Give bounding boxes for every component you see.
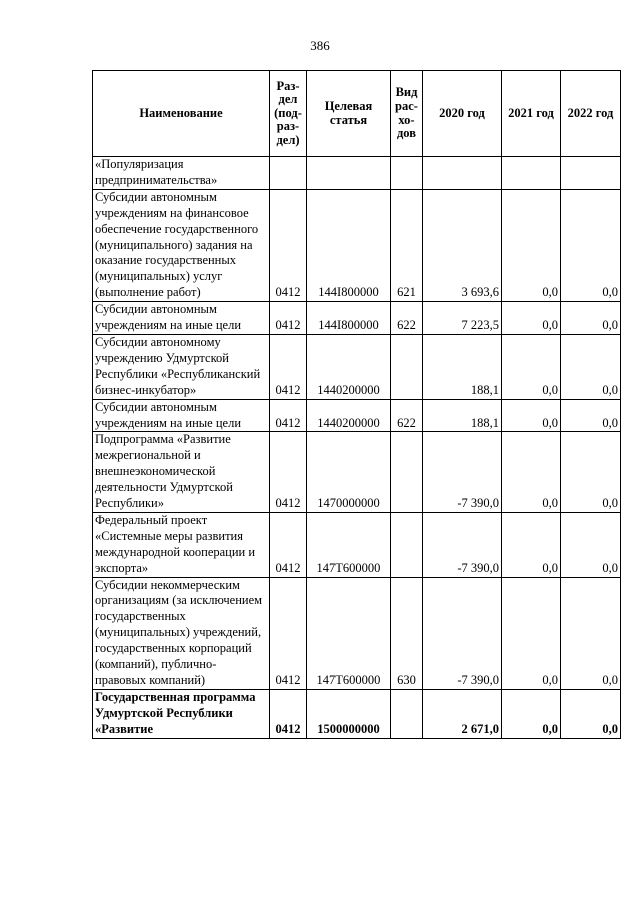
row-2020: -7 390,0 xyxy=(423,432,502,513)
row-2021: 0,0 xyxy=(502,302,561,335)
table-row xyxy=(93,334,621,399)
row-section: 0412 xyxy=(270,577,307,689)
header-2022: 2022 год xyxy=(561,71,621,157)
header-2021: 2021 год xyxy=(502,71,561,157)
row-section: 0412 xyxy=(270,302,307,335)
row-kind: 622 xyxy=(391,302,423,335)
row-section: 0412 xyxy=(270,512,307,577)
row-2021: 0,0 xyxy=(502,512,561,577)
budget-table xyxy=(92,70,621,739)
row-name: Субсидии автономным учреждениям на иные цели xyxy=(93,302,270,335)
row-2022: 0,0 xyxy=(561,512,621,577)
row-2020: -7 390,0 xyxy=(423,577,502,689)
row-2020: 188,1 xyxy=(423,334,502,399)
row-kind xyxy=(391,334,423,399)
row-2021: 0,0 xyxy=(502,399,561,432)
row-name: Федеральный проект «Системные меры развития международной кооперации и экспорта» xyxy=(93,512,270,577)
row-2022: 0,0 xyxy=(561,689,621,738)
row-target: 1470000000 xyxy=(307,432,391,513)
row-name: «Популяризация предпринимательства» xyxy=(93,157,270,190)
table-row xyxy=(93,189,621,301)
row-target: 147T600000 xyxy=(307,512,391,577)
header-name: Наименование xyxy=(93,71,270,157)
row-target: 1440200000 xyxy=(307,399,391,432)
row-2020: -7 390,0 xyxy=(423,512,502,577)
row-name: Подпрограмма «Развитие межрегиональной и внешнеэкономической деятельности Удмуртской Республики» xyxy=(93,432,270,513)
header-target: Целевая статья xyxy=(307,71,391,157)
row-section: 0412 xyxy=(270,432,307,513)
row-2022 xyxy=(561,157,621,190)
row-2020 xyxy=(423,157,502,190)
row-kind xyxy=(391,512,423,577)
row-target: 1500000000 xyxy=(307,689,391,738)
row-section: 0412 xyxy=(270,689,307,738)
row-kind xyxy=(391,432,423,513)
row-kind: 621 xyxy=(391,189,423,301)
row-kind xyxy=(391,157,423,190)
row-2021 xyxy=(502,157,561,190)
table-row xyxy=(93,512,621,577)
row-name: Субсидии некоммерческим организациям (за исключением государственных (муниципальных) учреждений, государственных корпораций (компаний), публично-правовых компаний) xyxy=(93,577,270,689)
row-target: 147T600000 xyxy=(307,577,391,689)
row-2020: 3 693,6 xyxy=(423,189,502,301)
row-2020: 2 671,0 xyxy=(423,689,502,738)
row-target xyxy=(307,157,391,190)
row-2022: 0,0 xyxy=(561,399,621,432)
row-2021: 0,0 xyxy=(502,689,561,738)
row-name: Государственная программа Удмуртской Республики «Развитие xyxy=(93,689,270,738)
header-2020: 2020 год xyxy=(423,71,502,157)
row-section: 0412 xyxy=(270,334,307,399)
row-2021: 0,0 xyxy=(502,189,561,301)
table-row xyxy=(93,399,621,432)
row-section: 0412 xyxy=(270,399,307,432)
row-name: Субсидии автономному учреждению Удмуртской Республики «Республиканский бизнес-инкубатор» xyxy=(93,334,270,399)
row-2022: 0,0 xyxy=(561,334,621,399)
table-row xyxy=(93,157,621,190)
row-2020: 7 223,5 xyxy=(423,302,502,335)
row-section: 0412 xyxy=(270,189,307,301)
row-name: Субсидии автономным учреждениям на иные цели xyxy=(93,399,270,432)
table-row xyxy=(93,577,621,689)
row-2020: 188,1 xyxy=(423,399,502,432)
row-kind: 622 xyxy=(391,399,423,432)
row-2021: 0,0 xyxy=(502,334,561,399)
row-target: 144I800000 xyxy=(307,302,391,335)
page-number: 386 xyxy=(310,38,330,53)
row-kind: 630 xyxy=(391,577,423,689)
table-row xyxy=(93,689,621,738)
row-section xyxy=(270,157,307,190)
row-target: 1440200000 xyxy=(307,334,391,399)
row-target: 144I800000 xyxy=(307,189,391,301)
row-2022: 0,0 xyxy=(561,577,621,689)
row-2021: 0,0 xyxy=(502,432,561,513)
table-row xyxy=(93,432,621,513)
row-2021: 0,0 xyxy=(502,577,561,689)
table-row xyxy=(93,302,621,335)
header-section: Раз- дел (под- раз- дел) xyxy=(270,71,307,157)
header-kind: Вид рас- хо- дов xyxy=(391,71,423,157)
row-name: Субсидии автономным учреждениям на финансовое обеспечение государственного (муниципального) задания на оказание государственных (муниципальных) услуг (выполнение работ) xyxy=(93,189,270,301)
row-2022: 0,0 xyxy=(561,302,621,335)
header-row xyxy=(93,71,621,157)
row-2022: 0,0 xyxy=(561,432,621,513)
row-kind xyxy=(391,689,423,738)
row-2022: 0,0 xyxy=(561,189,621,301)
